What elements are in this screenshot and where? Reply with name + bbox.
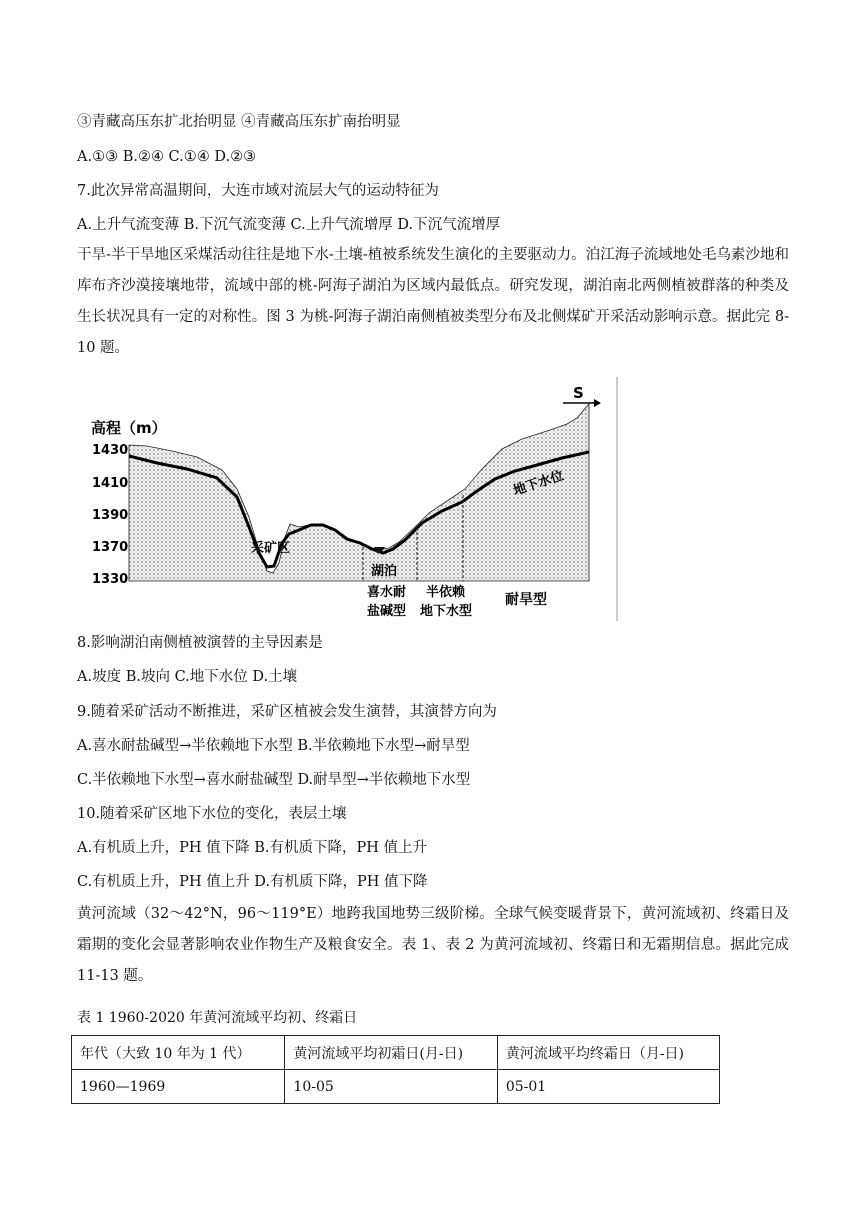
answer-options-q10-cd: C.有机质上升，PH 值上升 D.有机质下降，PH 值下降: [77, 874, 428, 890]
table-cell: 05-01: [497, 1070, 719, 1104]
table-cell: 10-05: [285, 1070, 497, 1104]
table-header-cell: 黄河流域平均终霜日（月-日): [497, 1036, 719, 1070]
table-header-cell: 黄河流域平均初霜日(月-日): [285, 1036, 497, 1070]
y-tick: 1370: [92, 540, 129, 555]
answer-options-q6: A.①③ B.②④ C.①④ D.②③: [77, 149, 257, 165]
option-line-3-4: ③青藏高压东扩北抬明显 ④青藏高压东扩南抬明显: [77, 114, 401, 130]
y-tick: 1430: [92, 443, 129, 458]
answer-options-q7: A.上升气流变薄 B.下沉气流变薄 C.上升气流增厚 D.下沉气流增厚: [77, 217, 501, 233]
question-8: 8.影响湖泊南侧植被演替的主导因素是: [77, 635, 323, 651]
question-7: 7.此次异常高温期间，大连市域对流层大气的运动特征为: [77, 183, 439, 199]
groundwater-label: 地下水位: [511, 468, 566, 499]
zone-semi-dependent-label: 地下水型: [420, 604, 473, 619]
table-header-cell: 年代（大致 10 年为 1 代）: [72, 1036, 285, 1070]
frost-date-table: [71, 1035, 720, 1104]
y-tick: 1410: [92, 476, 129, 491]
figure-3-profile: [77, 377, 618, 621]
answer-options-q10-ab: A.有机质上升，PH 值下降 B.有机质下降，PH 值上升: [77, 840, 427, 856]
table-row: [72, 1070, 720, 1104]
question-9: 9.随着采矿活动不断推进，采矿区植被会发生演替，其演替方向为: [77, 704, 497, 720]
y-tick: 1330: [92, 572, 129, 587]
direction-label: S: [573, 384, 584, 402]
answer-options-q8: A.坡度 B.坡向 C.地下水位 D.土壤: [77, 669, 298, 685]
lake-label: 湖泊: [371, 564, 398, 579]
answer-options-q9-cd: C.半依赖地下水型→喜水耐盐碱型 D.耐旱型→半依赖地下水型: [77, 772, 471, 788]
answer-options-q9-ab: A.喜水耐盐碱型→半依赖地下水型 B.半依赖地下水型→耐旱型: [77, 738, 470, 754]
zone-hydrophilic-label: 盐碱型: [367, 604, 407, 619]
table-cell: 1960—1969: [72, 1070, 285, 1104]
zone-semi-dependent-label: 半依赖: [426, 585, 466, 600]
table-caption: 表 1 1960-2020 年黄河流域平均初、终霜日: [77, 1010, 358, 1026]
passage-8-10: 干旱-半干旱地区采煤活动往往是地下水-土壤-植被系统发生演化的主要驱动力。泊江海子流域地处毛乌素沙地和库布齐沙漠接壤地带，流域中部的桃-阿海子湖泊为区域内最低点。研究发现，湖泊南北两侧植被群落的种类及生长状况具有一定的对称性。图 3 为桃-阿海子湖泊南侧植被类型分布及北侧煤矿开采活动影响示意。据此完 8-10 题。: [77, 247, 789, 356]
zone-hydrophilic-label: 喜水耐: [367, 585, 407, 600]
zone-drought-label: 耐旱型: [505, 592, 547, 608]
table-header-row: [72, 1036, 720, 1070]
y-tick: 1390: [92, 508, 129, 523]
y-axis-label: 高程（m）: [91, 419, 167, 437]
passage-11-13: 黄河流域（32～42°N，96～119°E）地跨我国地势三级阶梯。全球气候变暖背景下，黄河流域初、终霜日及霜期的变化会显著影响农业作物生产及粮食安全。表 1、表 2 为黄河流域初、终霜日和无霜期信息。据此完成 11-13 题。: [77, 906, 789, 984]
mining-area-label: 采矿区: [251, 541, 291, 556]
question-10: 10.随着采矿区地下水位的变化，表层土壤: [77, 806, 347, 822]
